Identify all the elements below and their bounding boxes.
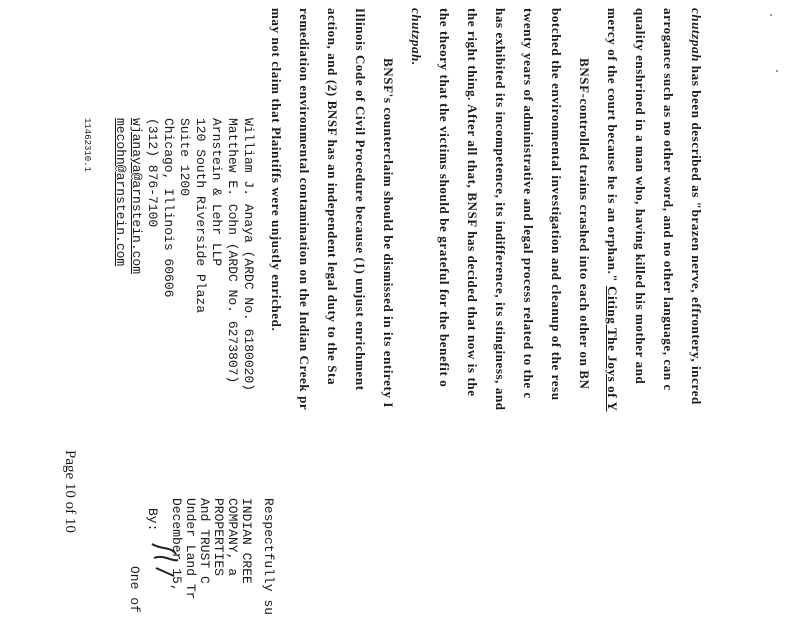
client-line-1: INDIAN CREE [239,498,254,584]
handwritten-signature [148,540,182,580]
attorney-line-3: Arnstein & Lehr LLP [209,118,224,267]
body-line-8: has exhibited its incompetence, its indifference, its stinginess, and [493,8,508,411]
one-of-label: One of [127,566,142,613]
attorney-line-1: William J. Anaya (ARDC No. 6180020) [241,118,256,392]
attorney-line-5: Suite 1200 [177,118,192,197]
body-line-9: the right thing. After all that, BNSF has decided that now is the [465,8,480,397]
chutzpah-word: chutzpah [689,8,704,62]
body-line-4: mercy of the court because he is an orphan." Citing The Joys of Y [605,8,620,412]
citation-link: Citing The Joys of Y [605,286,620,412]
client-line-6: December 15, [169,498,184,592]
email-link-anaya[interactable]: wjanaya@arnstein.com [129,118,144,275]
document-id: 11462310.1 [82,118,92,173]
body-line-1: chutzpah has been described as "brazen nerve, effrontery, incred [689,8,704,405]
client-line-4: And TRUST C [197,498,212,584]
body-line-5: BNSF-controlled trains crashed into each other on BN [577,58,592,390]
client-line-2: COMPANY, a [225,498,240,577]
scan-speck [776,70,778,72]
page-number: Page 10 of 10 [62,450,78,533]
client-line-3: PROPERTIES [211,498,226,577]
attorney-line-6: Chicago, Illinois 60606 [161,118,176,298]
body-line-11: chutzpah. [409,8,424,66]
body-line-14: action, and (2) BNSF has an independent legal duty to the Sta [325,8,340,386]
by-label: By: [145,508,160,532]
body-line-15: remediation environmental contamination on the Indian Creek pr [297,8,312,411]
body-line-6: botched the environmental investigation and cleanup of the resu [549,8,564,401]
body-line-10: the theory that the victims should be grateful for the benefit o [437,8,452,388]
email-link-cohn[interactable]: mecohn@arnstein.com [113,118,128,267]
client-line-5: Under Land Tr [183,498,198,600]
body-line-13: Illinois Code of Civil Procedure because (1) unjust enrichment [353,8,368,391]
respectfully-submitted: Respectfully su [261,498,276,616]
body-line-12: BNSF's counterclaim should be dismissed in its entirety I [381,58,396,409]
scan-speck [770,14,772,16]
body-line-7: twenty years of administrative and legal process related to the c [521,8,536,399]
body-line-16: may not claim that Plaintiffs were unjustly enriched. [269,8,284,332]
body-line-3: quality enshrined in a man who, having killed his mother and [633,8,648,385]
attorney-line-7: (312) 876-7100 [145,118,160,228]
body-line-2: arrogance such as no other word, and no other language, can c [661,8,676,391]
attorney-line-2: Matthew E. Cohn (ARDC No. 6273807) [225,118,240,384]
attorney-line-4: 120 South Riverside Plaza [193,118,208,314]
